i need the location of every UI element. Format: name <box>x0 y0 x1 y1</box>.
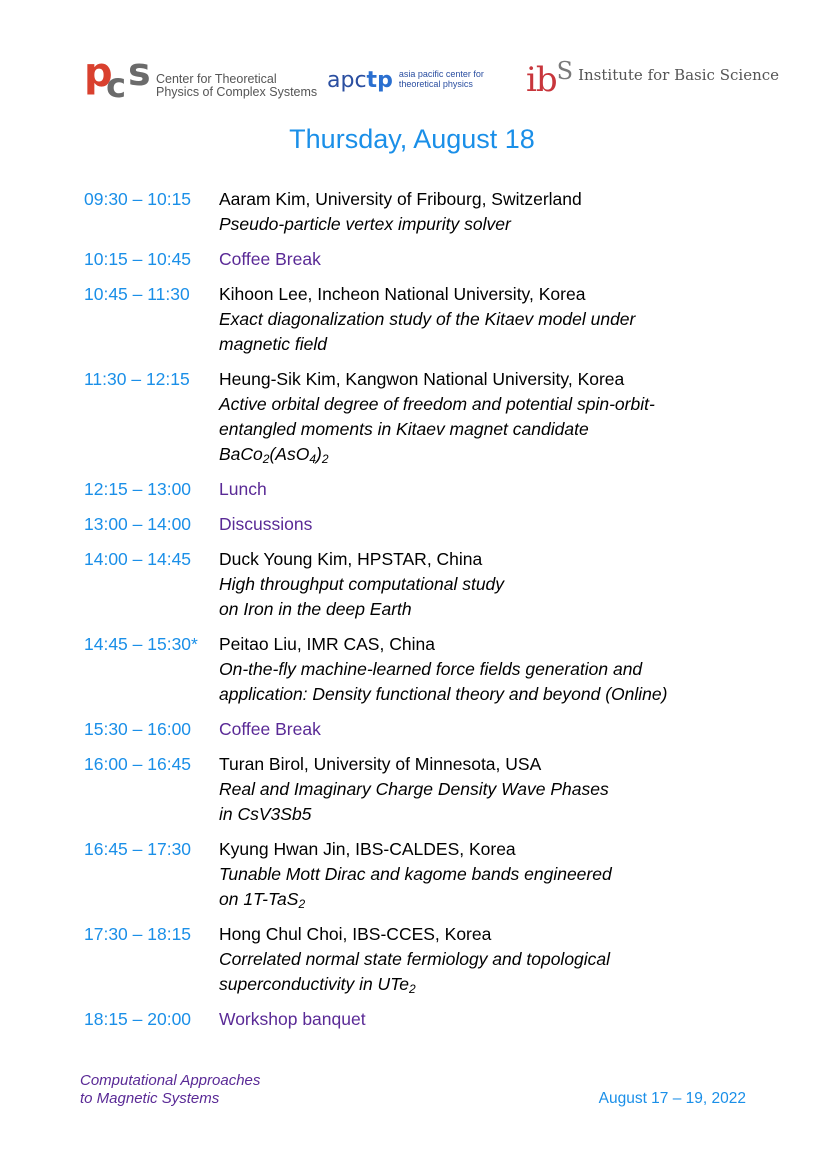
time-slot: 16:00 – 16:45 <box>84 754 192 774</box>
time-slot: 16:45 – 17:30 <box>84 839 192 859</box>
speaker: Hong Chul Choi, IBS-CCES, Korea <box>219 924 492 944</box>
talk-title: Pseudo-particle vertex impurity solver <box>219 214 511 234</box>
schedule-row <box>84 632 784 707</box>
talk-title-line2: on 1T-TaS$_2$ <box>219 889 306 911</box>
event-label: Coffee Break <box>219 249 321 269</box>
pcs-logo-text <box>156 73 317 99</box>
schedule-row <box>84 247 784 272</box>
apctp-logo <box>327 68 484 93</box>
speaker: Kyung Hwan Jin, IBS-CALDES, Korea <box>219 839 516 859</box>
speaker: Heung-Sik Kim, Kangwon National University, Korea <box>219 369 625 389</box>
schedule <box>84 187 784 1042</box>
time-slot: 11:30 – 12:15 <box>84 369 190 389</box>
time-slot: 12:15 – 13:00 <box>84 479 192 499</box>
schedule-row <box>84 717 784 742</box>
schedule-row <box>84 1007 784 1032</box>
speaker: Peitao Liu, IMR CAS, China <box>219 634 435 654</box>
talk-title-line2: application: Density functional theory and beyond (Online) <box>219 684 668 704</box>
apctp-mark-a: apc <box>327 68 367 93</box>
session <box>219 922 784 997</box>
time-slot: 14:45 – 15:30* <box>84 634 198 654</box>
logo-bar <box>0 52 824 112</box>
ibs-logo <box>526 57 780 100</box>
event-label: Workshop banquet <box>219 1009 366 1029</box>
talk-title-line1: High throughput computational study <box>219 574 505 594</box>
schedule-row <box>84 547 784 622</box>
apctp-logo-text <box>399 69 484 89</box>
talk-title-line2: on Iron in the deep Earth <box>219 599 412 619</box>
speaker: Kihoon Lee, Incheon National University, Korea <box>219 284 586 304</box>
time-slot: 14:00 – 14:45 <box>84 549 192 569</box>
schedule-row <box>84 282 784 357</box>
talk-title-line2: superconductivity in UTe$_2$ <box>219 974 416 996</box>
schedule-row <box>84 512 784 537</box>
footer-dates: August 17 – 19, 2022 <box>598 1090 746 1107</box>
apctp-mark-b: tp <box>366 68 393 93</box>
ibs-mark-a: ib <box>526 60 557 100</box>
schedule-row <box>84 477 784 502</box>
apctp-line1: asia pacific center for <box>398 68 484 79</box>
page-title: Thursday, August 18 <box>289 124 535 154</box>
pcs-logo <box>84 50 318 106</box>
event-label: Discussions <box>219 514 313 534</box>
schedule-row <box>84 187 784 237</box>
talk-title: Exact diagonalization study of the Kitaev model under magnetic field <box>219 309 636 354</box>
ibs-mark-b: S <box>556 57 573 85</box>
session <box>219 752 784 827</box>
talk-title-line1: On-the-fly machine-learned force fields generation and <box>219 659 643 679</box>
ibs-logo-text: Institute for Basic Science <box>578 66 780 84</box>
talk-title-line1: Real and Imaginary Charge Density Wave Phases <box>219 779 609 799</box>
speaker: Aaram Kim, University of Fribourg, Switzerland <box>219 189 582 209</box>
session <box>219 187 784 237</box>
session <box>219 282 784 357</box>
schedule-row <box>84 367 784 467</box>
footer-workshop-name <box>80 1072 260 1108</box>
pcs-line1: Center for Theoretical <box>156 72 277 86</box>
time-slot: 13:00 – 14:00 <box>84 514 192 534</box>
time-slot: 17:30 – 18:15 <box>84 924 192 944</box>
schedule-row <box>84 837 784 912</box>
talk-title-line1: Tunable Mott Dirac and kagome bands engineered <box>219 864 612 884</box>
time-slot: 10:15 – 10:45 <box>84 249 192 269</box>
talk-title: Active orbital degree of freedom and potential spin-orbit-entangled moments in Kitaev magnet candidate <box>219 394 655 439</box>
time-slot: 15:30 – 16:00 <box>84 719 192 739</box>
schedule-row <box>84 922 784 997</box>
speaker: Duck Young Kim, HPSTAR, China <box>219 549 483 569</box>
session <box>219 632 784 707</box>
event-label: Lunch <box>219 479 267 499</box>
time-slot: 18:15 – 20:00 <box>84 1009 192 1029</box>
apctp-line2: theoretical physics <box>398 78 473 89</box>
session <box>219 547 784 622</box>
footer-left-line1: Computational Approaches <box>80 1072 261 1089</box>
pcs-line2: Physics of Complex Systems <box>156 85 318 99</box>
pcs-logo-mark: p c s <box>84 50 151 106</box>
schedule-row <box>84 752 784 827</box>
event-label: Coffee Break <box>219 719 321 739</box>
session <box>219 837 784 912</box>
time-slot: 10:45 – 11:30 <box>84 284 190 304</box>
ibs-logo-mark <box>526 57 573 100</box>
talk-title-line1: Correlated normal state fermiology and topological <box>219 949 611 969</box>
time-slot: 09:30 – 10:15 <box>84 189 192 209</box>
footer-left-line2: to Magnetic Systems <box>80 1090 220 1107</box>
session <box>219 367 784 467</box>
chemical-formula: $BaCo_2(AsO_4)_2$ <box>219 444 329 466</box>
speaker: Turan Birol, University of Minnesota, USA <box>219 754 542 774</box>
talk-title-line2: in CsV3Sb5 <box>219 804 312 824</box>
apctp-logo-mark <box>327 68 393 93</box>
